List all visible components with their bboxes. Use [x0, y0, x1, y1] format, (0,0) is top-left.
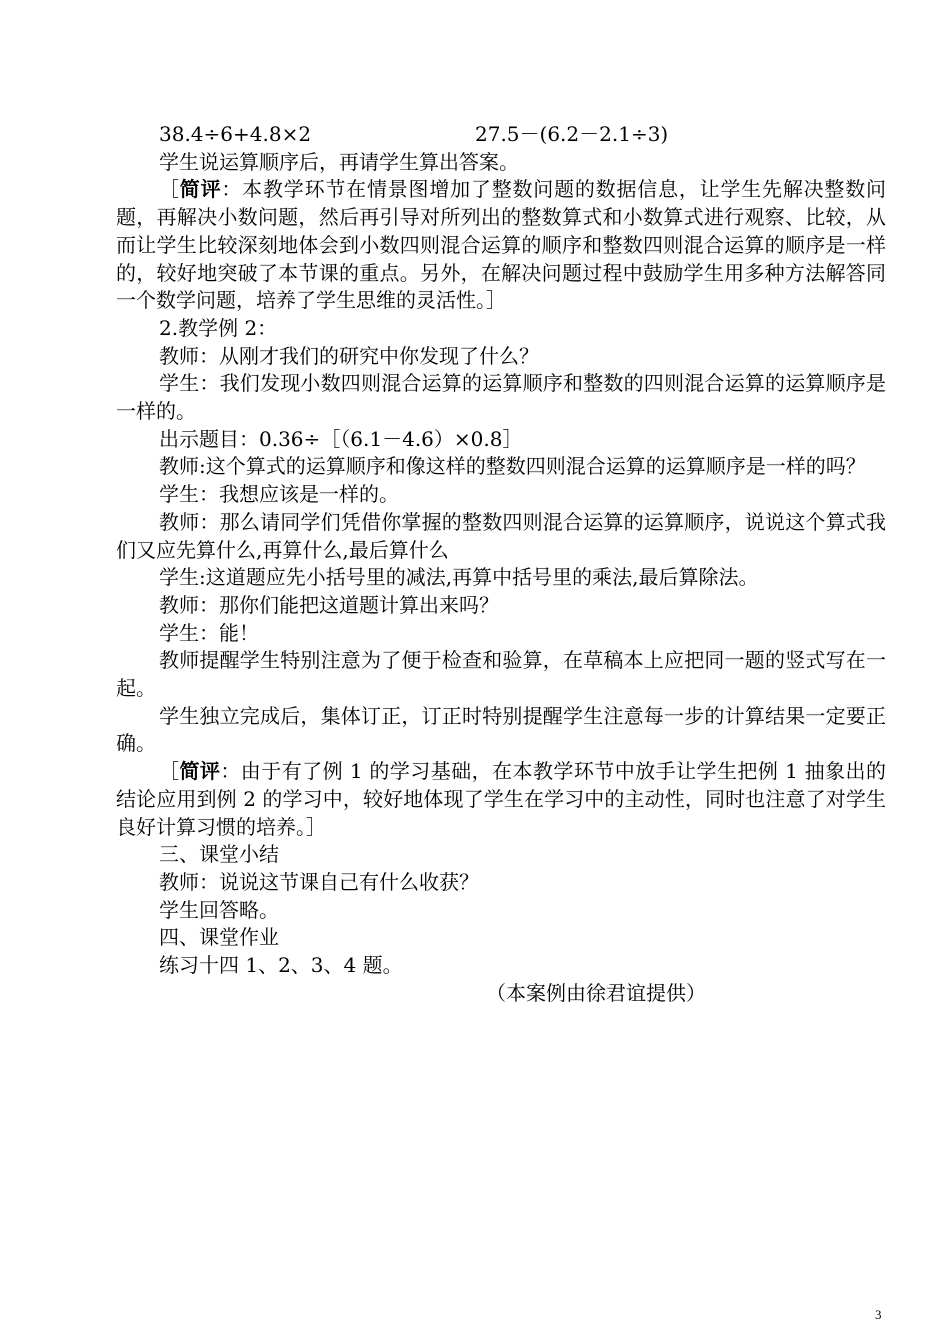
expression-1: 38.4÷6+4.8×2: [159, 122, 312, 146]
paragraph: 教师：那么请同学们凭借你掌握的整数四则混合运算的运算顺序，说说这个算式我们又应先算什么,再算什么,最后算什么: [116, 509, 886, 562]
comment-paragraph: [116, 758, 886, 841]
paragraph: 学生说运算顺序后，再请学生算出答案。: [159, 149, 519, 174]
expression-2: 27.5－(6.2－2.1÷3): [475, 122, 669, 146]
paragraph: 学生独立完成后，集体订正，订正时特别提醒学生注意每一步的计算结果一定要正确。: [116, 703, 886, 756]
paragraph: 教师提醒学生特别注意为了便于检查和验算，在草稿本上应把同一题的竖式写在一起。: [116, 648, 886, 701]
paragraph: 教师：从刚才我们的研究中你发现了什么？: [159, 343, 539, 368]
paragraph: 学生：我们发现小数四则混合运算的运算顺序和整数的四则混合运算的运算顺序是一样的。: [116, 371, 886, 424]
paragraph: 学生：能！: [159, 620, 259, 645]
comment-label: 简评: [179, 177, 222, 202]
section-heading: 四、课堂作业: [159, 925, 279, 950]
paragraph: 出示题目：0.36÷［（6.1－4.6）×0.8］: [159, 426, 523, 451]
comment-label: 简评: [179, 759, 221, 784]
case-credit: （本案例由徐君谊提供）: [486, 980, 706, 1005]
section-heading: 三、课堂小结: [159, 842, 279, 867]
page-number: 3: [875, 1307, 882, 1322]
body-text: [116, 121, 886, 1008]
comment-text: ：本教学环节在情景图增加了整数问题的数据信息，让学生先解决整数问题，再解决小数问题，然后再引导对所列出的整数算式和小数算式进行观察、比较，从而让学生比较深刻地体会到小数四则混合运算的顺序和整数四则混合运算的顺序是一样的，较好地突破了本节课的重点。另外，在解决问题过程中鼓励学生用多种方法解答同一个数学问题，培养了学生思维的灵活性。］: [116, 177, 887, 313]
paragraph: 学生：我想应该是一样的。: [159, 482, 399, 507]
comment-paragraph: [116, 176, 886, 315]
paragraph: 学生:这道题应先小括号里的减法,再算中括号里的乘法,最后算除法。: [159, 565, 759, 590]
paragraph: 教师：那你们能把这道题计算出来吗？: [159, 592, 499, 617]
paragraph: 教师:这个算式的运算顺序和像这样的整数四则混合运算的运算顺序是一样的吗？: [159, 454, 866, 479]
paragraph: 教师：说说这节课自己有什么收获？: [159, 869, 479, 894]
bracket-open: ［: [159, 759, 180, 784]
bracket-open: ［: [159, 177, 180, 202]
comment-text: ：由于有了例 1 的学习基础，在本教学环节中放手让学生把例 1 抽象出的结论应用到例 2 的学习中，较好地体现了学生在学习中的主动性，同时也注意了对学生良好计算习惯的培养。］: [116, 759, 887, 839]
paragraph: 学生回答略。: [159, 897, 279, 922]
paragraph: 练习十四 1、2、3、4 题。: [159, 953, 403, 978]
expression-line: [116, 121, 886, 149]
section-heading: 2.教学例 2：: [159, 315, 278, 340]
